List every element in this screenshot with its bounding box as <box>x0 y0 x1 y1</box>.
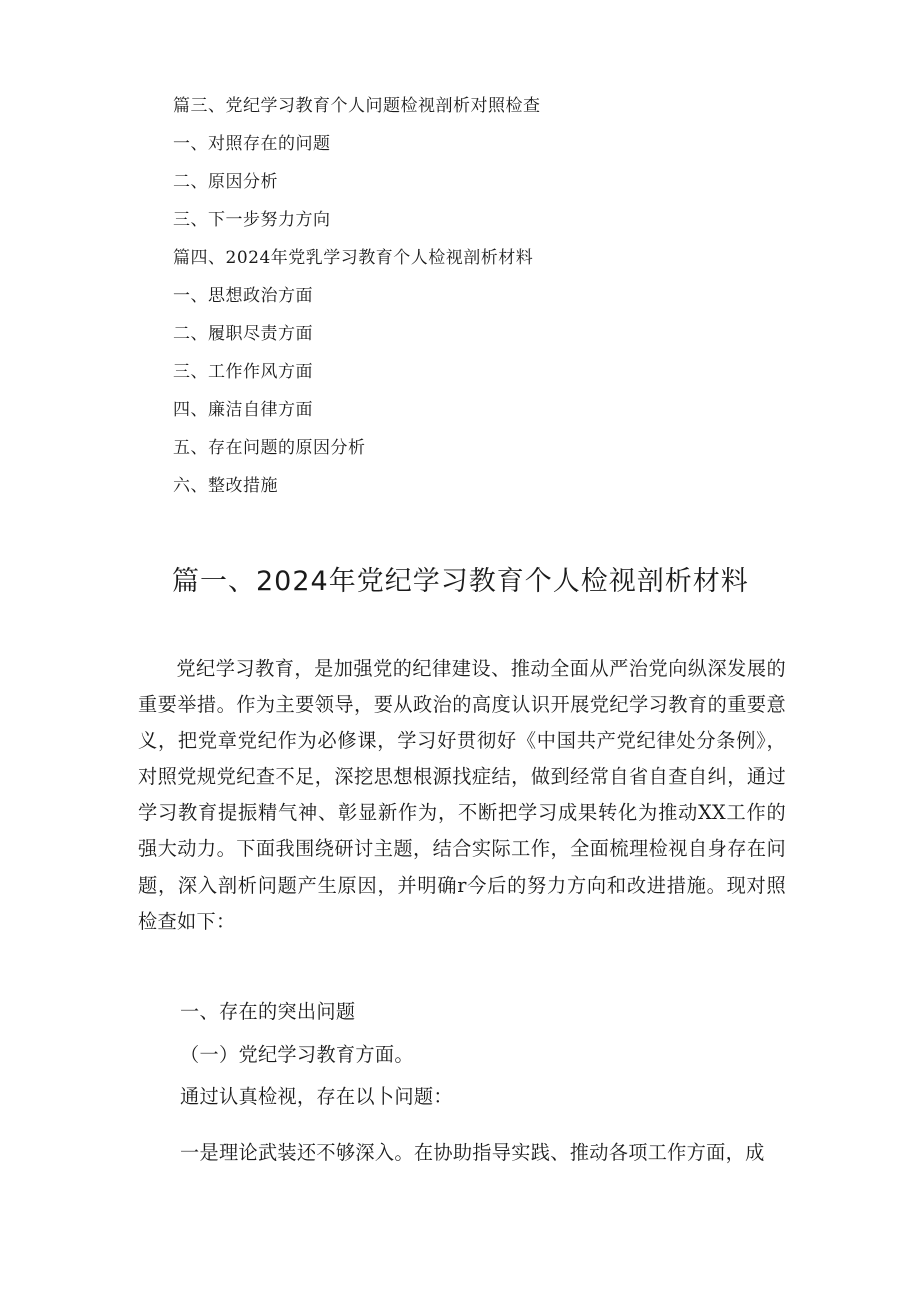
toc-item: 六、整改措施 <box>173 476 278 496</box>
toc-item: 篇三、党纪学习教育个人问题检视剖析对照检查 <box>173 96 541 116</box>
toc-item: 三、工作作风方面 <box>173 362 313 382</box>
intro-line: 通过认真检视，存在以卜问题： <box>180 1085 453 1108</box>
subsection-heading: （一）党纪学习教育方面。 <box>180 1043 414 1066</box>
intro-paragraph: 党纪学习教育，是加强党的纪律建设、推动全面从严治党向纵深发展的重要举措。作为主要领导，要从政治的高度认识开展党纪学习教育的重要意义，把党章党纪作为必修课，学习好贯彻好《中国共产党纪律处分条例》，对照党规党纪查不足，深挖思想根源找症结，做到经常自省自查自纠，通过学习教育提振精气神、彰显新作为，不断把学习成果转化为推动XX工作的强大动力。下面我围绕研讨主题，结合实际工作，全面梳理检视自身存在问题，深入剖析问题产生原因，并明确r今后的努力方向和改进措施。现对照检查如下： <box>138 657 786 933</box>
toc-item: 四、廉洁自律方面 <box>173 400 313 420</box>
section-heading: 一、存在的突出问题 <box>180 1000 356 1023</box>
document-title: 篇一、2024年党纪学习教育个人检视剖析材料 <box>172 566 749 597</box>
toc-item: 二、原因分析 <box>173 172 278 192</box>
toc-item: 二、履职尽责方面 <box>173 324 313 344</box>
toc-item: 篇四、2024年党乳学习教育个人检视剖析材料 <box>173 248 534 268</box>
point-line: 一是理论武装还不够深入。在协助指导实践、推动各项工作方面，成 <box>180 1141 765 1164</box>
toc-item: 一、对照存在的问题 <box>173 134 331 154</box>
toc-item: 五、存在问题的原因分析 <box>173 438 366 458</box>
toc-item: 一、思想政治方面 <box>173 286 313 306</box>
toc-item: 三、下一步努力方向 <box>173 210 331 230</box>
